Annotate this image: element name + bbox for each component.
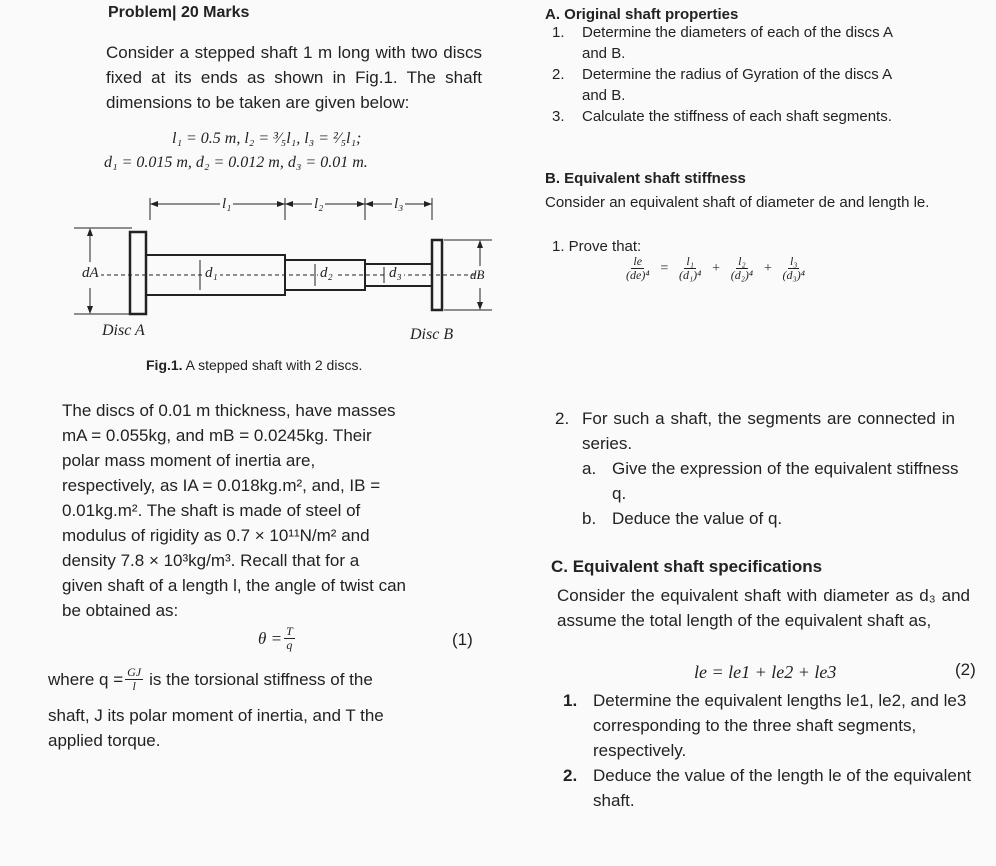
paragraph-line: The discs of 0.01 m thickness, have masses	[62, 401, 396, 420]
label-d1: d₁	[205, 265, 218, 281]
prove-equation: $\frac{le}{\text{(de)⁴}}$ = $\frac{\text{l₁}}{\text{(d₁)⁴}}$ + $\frac{\text{l₂}}{\text{(d₂)⁴}}$ + $\frac{\text{l₃}}{\text{(d₃)⁴}}$	[626, 254, 805, 282]
equation-1	[258, 625, 297, 652]
where-suffix: is the torsional stiffness of the	[149, 670, 373, 689]
label-db: dB	[470, 267, 485, 282]
section-a-list	[552, 22, 917, 127]
where-prefix: where q =	[48, 670, 124, 689]
problem-title: Problem| 20 Marks	[108, 4, 250, 21]
section-a-title: A. Original shaft properties	[545, 6, 739, 23]
equation-diameters: d₁ = 0.015 m, d₂ = 0.012 m, d₃ = 0.01 m.	[104, 154, 368, 171]
eq1-lhs: θ =	[258, 628, 283, 648]
equation-lengths: l₁ = 0.5 m, l₂ = ³⁄₅l₁, l₃ = ²⁄₅l₁;	[172, 130, 362, 147]
properties-paragraph	[62, 398, 482, 623]
paragraph-line: mA = 0.055kg, and mB = 0.0245kg. Their	[62, 426, 372, 445]
where-denominator: l	[132, 679, 136, 693]
paragraph-line: applied torque.	[48, 731, 161, 750]
label-l3: l₃	[394, 196, 404, 212]
paragraph-line: be obtained as:	[62, 601, 179, 620]
label-disc-a: Disc A	[102, 322, 145, 339]
eq1-numerator: T	[286, 624, 293, 638]
label-d2: d₂	[320, 265, 333, 281]
label-l2: l₂	[314, 196, 324, 212]
paragraph-line: shaft, J its polar moment of inertia, and T the	[48, 706, 384, 725]
section-b-item-2: 2. For such a shaft, the segments are connected in series.	[555, 409, 955, 453]
paragraph-line: given shaft of a length l, the angle of twist can	[62, 576, 406, 595]
list-item: a. Give the expression of the equivalent stiffness q.	[582, 459, 959, 503]
intro-paragraph: Consider a stepped shaft 1 m long with two discs fixed at its ends as shown in Fig.1. The shaft dimensions to be taken are given below:	[106, 43, 482, 112]
where-continuation	[48, 703, 488, 753]
section-c-title: C. Equivalent shaft specifications	[551, 557, 823, 576]
figure-caption-label: Fig.1.	[146, 357, 183, 373]
disc-a-shape	[130, 232, 146, 314]
paragraph-line: density 7.8 × 10³kg/m³. Recall that for a	[62, 551, 360, 570]
section-b-sublist	[582, 456, 962, 531]
paragraph-line: respectively, as IA = 0.018kg.m², and, IB =	[62, 476, 381, 495]
section-b-prove: 1. Prove that:	[552, 238, 642, 255]
section-c-list	[563, 688, 988, 813]
label-disc-b: Disc B	[410, 326, 454, 343]
section-b-intro: Consider an equivalent shaft of diameter de and length le.	[545, 194, 930, 211]
paragraph-line: modulus of rigidity as 0.7 × 10¹¹N/m² and	[62, 526, 370, 545]
figure-caption-text: A stepped shaft with 2 discs.	[182, 357, 363, 373]
eq1-denominator: q	[286, 638, 293, 652]
list-item: 1. Determine the diameters of each of the discs A and B.	[552, 24, 893, 62]
list-item: 2. Determine the radius of Gyration of the discs A and B.	[552, 66, 892, 104]
equation-2-number: (2)	[955, 660, 976, 679]
list-item: 1. Determine the equivalent lengths le1, le2, and le3 corresponding to the three shaft segments, respectively.	[563, 691, 967, 760]
figure-caption	[146, 357, 362, 373]
section-b-title: B. Equivalent shaft stiffness	[545, 170, 746, 187]
label-d3: d₃	[389, 265, 402, 281]
where-line	[48, 666, 488, 693]
where-numerator: GJ	[127, 665, 142, 679]
paragraph-line: polar mass moment of inertia are,	[62, 451, 316, 470]
label-l1: l₁	[222, 196, 232, 212]
label-da: dA	[82, 265, 99, 281]
list-item: 2. Deduce the value of the length le of the equivalent shaft.	[563, 766, 972, 810]
paragraph-line: 0.01kg.m². The shaft is made of steel of	[62, 501, 361, 520]
equation-2: le = le1 + le2 + le3	[694, 662, 837, 682]
equation-1-number: (1)	[452, 630, 473, 649]
section-c-intro: Consider the equivalent shaft with diameter as d₃ and assume the total length of the equivalent shaft as,	[557, 586, 970, 630]
list-item: 3. Calculate the stiffness of each shaft segments.	[552, 108, 892, 125]
list-item: b. Deduce the value of q.	[582, 509, 783, 528]
